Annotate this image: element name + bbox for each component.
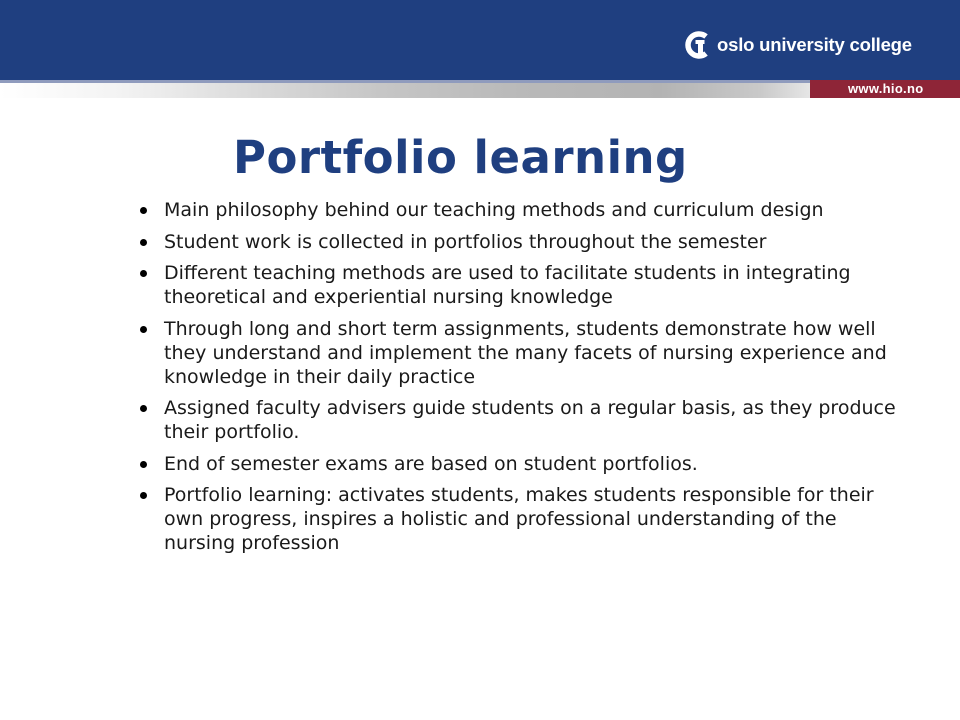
bullet-text: Portfolio learning: activates students, makes students responsible for their own progress, inspires a holistic and professional understanding of the nursing profession bbox=[164, 484, 874, 554]
bullet-item bbox=[132, 483, 912, 555]
bullet-dot-icon bbox=[140, 270, 147, 277]
bullet-item bbox=[132, 396, 912, 444]
college-logo bbox=[684, 30, 912, 60]
website-url[interactable]: www.hio.no bbox=[810, 80, 960, 98]
bullet-dot-icon bbox=[140, 326, 147, 333]
bullet-text: Different teaching methods are used to facilitate students in integrating theoretical and experiential nursing knowledge bbox=[164, 262, 851, 308]
bullet-text: Through long and short term assignments, students demonstrate how well they understand and implement the many facets of nursing experience and knowledge in their daily practice bbox=[164, 317, 887, 388]
bullet-item bbox=[132, 452, 912, 476]
bullet-text: Assigned faculty advisers guide students on a regular basis, as they produce their portfolio. bbox=[164, 397, 896, 443]
bullet-text: Student work is collected in portfolios throughout the semester bbox=[164, 230, 767, 253]
bullet-text: Main philosophy behind our teaching methods and curriculum design bbox=[164, 199, 824, 221]
bullet-dot-icon bbox=[140, 405, 147, 412]
slide-title: Portfolio learning bbox=[233, 131, 688, 184]
bullet-dot-icon bbox=[140, 492, 147, 499]
college-logo-text: oslo university college bbox=[717, 34, 912, 55]
header-stripe-line bbox=[0, 80, 810, 83]
bullet-dot-icon bbox=[140, 461, 147, 468]
bullet-item bbox=[132, 230, 912, 254]
bullet-list bbox=[132, 198, 912, 563]
bullet-text: End of semester exams are based on student portfolios. bbox=[164, 452, 698, 475]
bullet-dot-icon bbox=[140, 207, 147, 214]
bullet-item bbox=[132, 198, 912, 222]
bullet-item bbox=[132, 261, 912, 309]
college-logo-icon bbox=[684, 30, 714, 60]
bullet-item bbox=[132, 317, 912, 389]
bullet-dot-icon bbox=[140, 239, 147, 246]
